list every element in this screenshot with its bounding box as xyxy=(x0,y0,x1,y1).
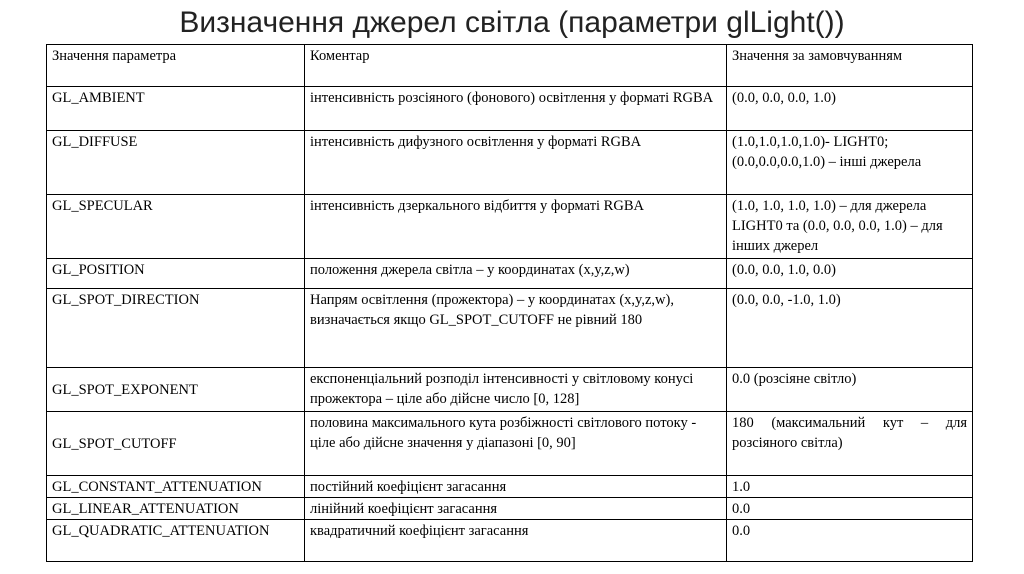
param-name: GL_POSITION xyxy=(47,259,305,289)
table-row xyxy=(47,520,973,562)
param-name: GL_CONSTANT_ATTENUATION xyxy=(47,476,305,498)
param-default: (1.0,1.0,1.0,1.0)- LIGHT0; (0.0,0.0,0.0,1.0) – інші джерела xyxy=(727,131,973,195)
param-name: GL_DIFFUSE xyxy=(47,131,305,195)
param-default: 0.0 xyxy=(727,498,973,520)
param-name: GL_LINEAR_ATTENUATION xyxy=(47,498,305,520)
param-comment: постійний коефіцієнт загасання xyxy=(305,476,727,498)
param-comment: інтенсивність дифузного освітлення у форматі RGBA xyxy=(305,131,727,195)
table-row xyxy=(47,368,973,412)
param-comment: положення джерела світла – у координатах (x,y,z,w) xyxy=(305,259,727,289)
header-default: Значення за замовчуванням xyxy=(727,45,973,87)
table-row xyxy=(47,131,973,195)
light-parameters-table xyxy=(46,44,973,562)
param-comment: Напрям освітлення (прожектора) – у координатах (x,y,z,w), визначається якщо GL_SPOT_CUTOFF не рівний 180 xyxy=(305,289,727,368)
table-row xyxy=(47,289,973,368)
table-row xyxy=(47,87,973,131)
param-comment: квадратичний коефіцієнт загасання xyxy=(305,520,727,562)
table-header-row xyxy=(47,45,973,87)
table-row xyxy=(47,412,973,476)
table-row xyxy=(47,195,973,259)
param-comment: половина максимального кута розбіжності світлового потоку - ціле або дійсне значення у діапазоні [0, 90] xyxy=(305,412,727,476)
param-default: 0.0 (розсіяне світло) xyxy=(727,368,973,412)
param-default: 0.0 xyxy=(727,520,973,562)
param-default: 180 (максимальний кут – для розсіяного світла) xyxy=(727,412,973,476)
table-row xyxy=(47,498,973,520)
param-name: GL_SPOT_EXPONENT xyxy=(47,368,305,412)
param-name: GL_SPOT_DIRECTION xyxy=(47,289,305,368)
param-default: (0.0, 0.0, -1.0, 1.0) xyxy=(727,289,973,368)
param-comment: інтенсивність розсіяного (фонового) освітлення у форматі RGBA xyxy=(305,87,727,131)
param-comment: інтенсивність дзеркального відбиття у форматі RGBA xyxy=(305,195,727,259)
param-name: GL_AMBIENT xyxy=(47,87,305,131)
table-row xyxy=(47,259,973,289)
slide-title: Визначення джерел світла (параметри glLight()) xyxy=(179,6,845,39)
header-comment: Коментар xyxy=(305,45,727,87)
param-comment: експоненціальний розподіл інтенсивності у світловому конусі прожектора – ціле або дійсне число [0, 128] xyxy=(305,368,727,412)
header-parameter: Значення параметра xyxy=(47,45,305,87)
param-default: (1.0, 1.0, 1.0, 1.0) – для джерела LIGHT0 та (0.0, 0.0, 0.0, 1.0) – для інших джерел xyxy=(727,195,973,259)
param-default: (0.0, 0.0, 0.0, 1.0) xyxy=(727,87,973,131)
param-default: (0.0, 0.0, 1.0, 0.0) xyxy=(727,259,973,289)
param-comment: лінійний коефіцієнт загасання xyxy=(305,498,727,520)
param-default: 1.0 xyxy=(727,476,973,498)
param-name: GL_SPOT_CUTOFF xyxy=(47,412,305,476)
table-row xyxy=(47,476,973,498)
param-name: GL_SPECULAR xyxy=(47,195,305,259)
param-name: GL_QUADRATIC_ATTENUATION xyxy=(47,520,305,562)
